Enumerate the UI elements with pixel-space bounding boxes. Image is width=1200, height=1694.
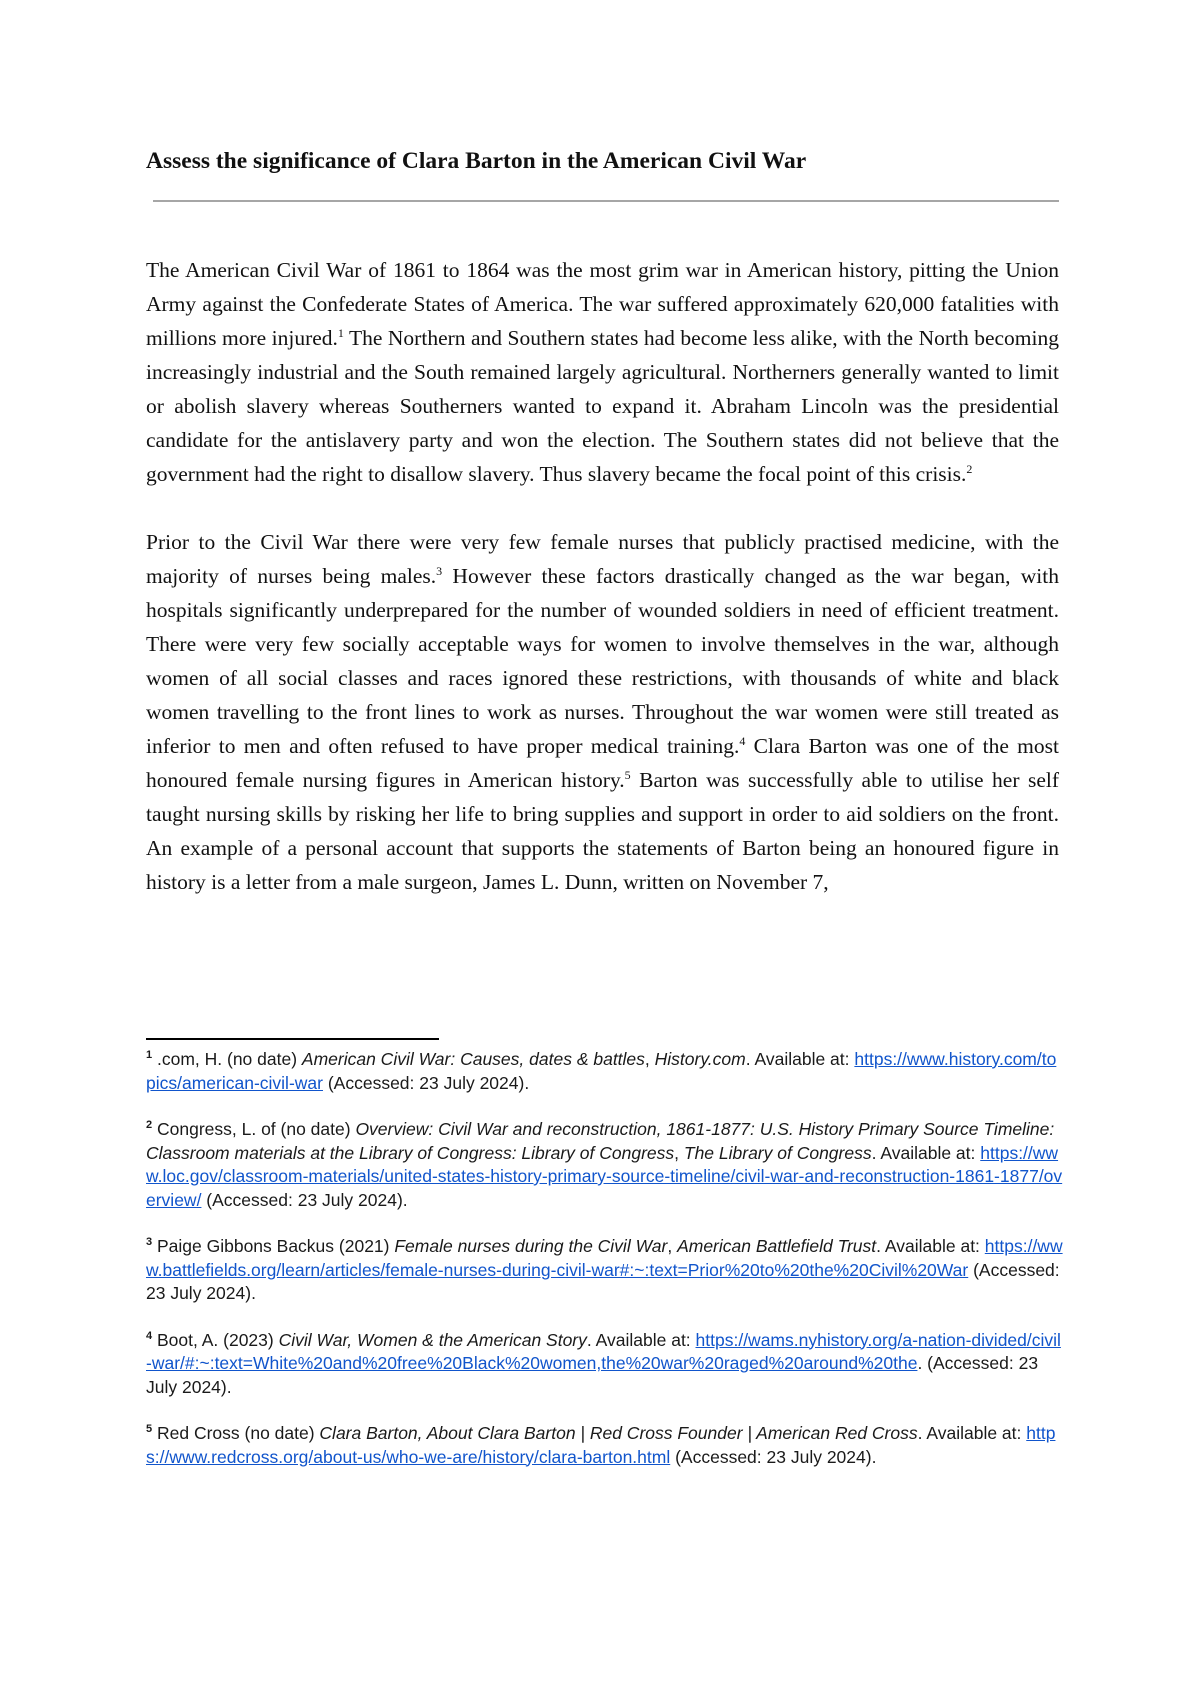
footnotes-section [146, 1048, 1066, 1492]
footnote-number: 5 [146, 1423, 153, 1436]
citation-title: Civil War, Women & the American Story [278, 1329, 587, 1350]
footnote-reference: 5 [624, 767, 631, 782]
citation-title: The Library of Congress [683, 1142, 872, 1163]
citation-title: American Battlefield Trust [677, 1236, 877, 1256]
document-body [146, 253, 1059, 933]
footnote-reference: 1 [337, 325, 344, 340]
footnote-item: $^1$ .com, H. (no date) American Civil War: Causes, dates & battles, History.com. Available at: https://www.history.com/topics/american-civil-war (Accessed: 23 July 2024). [146, 1049, 1057, 1093]
footnote-item: $^5$ Red Cross (no date) Clara Barton, About Clara Barton | Red Cross Founder | American Red Cross. Available at: https://www.redcross.org/about-us/who-we-are/history/clara-barton.html (Accessed: 23 July 2024). [146, 1423, 1056, 1467]
footnote-number: 1 [146, 1049, 153, 1062]
body-paragraph: Prior to the Civil War there were very few female nurses that publicly practised medicine, with the majority of nurses being males.$^3$ However these factors drastically changed as the war began, with hospitals significantly underprepared for the number of wounded soldiers in need of efficient treatment. There were very few socially acceptable ways for women to involve themselves in the war, although women of all social classes and races ignored these restrictions, with thousands of white and black women travelling to the front lines to work as nurses. Throughout the war women were still treated as inferior to men and often refused to have proper medical training.$^4$ Clara Barton was one of the most honoured female nursing figures in American history.$^5$ Barton was successfully able to utilise her self taught nursing skills by risking her life to bring supplies and support in order to aid soldiers on the front. An example of a personal account that supports the statements of Barton being an honoured figure in history is a letter from a male surgeon, James L. Dunn, written on November 7, [146, 530, 1060, 894]
footnote-reference: 3 [436, 563, 443, 578]
citation-link[interactable]: https://www.history.com/topics/american-civil-war [146, 1049, 1057, 1093]
citation-title: Clara Barton, About Clara Barton | Red Cross Founder | American Red Cross [319, 1423, 918, 1443]
citation-title: American Civil War: Causes, dates & battles [301, 1049, 645, 1069]
citation-title: Overview: Civil War and reconstruction, 1861-1877: U.S. History Primary Source Timeline: Classroom materials at the Library of Congress: Library of Congress [146, 1119, 1055, 1163]
footnote-item: $^4$ Boot, A. (2023) Civil War, Women & the American Story. Available at: https://wams.nyhistory.org/a-nation-divided/civil-war/#:~:text=White%20and%20free%20Black%20women,the%20war%20raged%20around%20the. (Accessed: 23 July 2024). [146, 1329, 1061, 1397]
citation-link[interactable]: https://www.loc.gov/classroom-materials/united-states-history-primary-source-timeline/civil-war-and-reconstruction-1861-1877/overview/ [146, 1142, 1063, 1210]
footnote-reference: 2 [966, 461, 973, 476]
footnote-number: 2 [146, 1119, 153, 1132]
citation-title: Female nurses during the Civil War [394, 1236, 668, 1256]
footnote-reference: 4 [739, 733, 746, 748]
citation-link[interactable]: https://www.battlefields.org/learn/articles/female-nurses-during-civil-war#:~:text=Prior%20to%20the%20Civil%20War [146, 1236, 1063, 1280]
title-divider [153, 200, 1059, 202]
footnote-item: $^3$ Paige Gibbons Backus (2021) Female nurses during the Civil War, American Battlefield Trust. Available at: https://www.battlefields.org/learn/articles/female-nurses-during-civil-war#:~:text=Prior%20to%20the%20Civil%20War (Accessed: 23 July 2024). [146, 1236, 1063, 1303]
footnote-separator [146, 1038, 439, 1040]
footnote-number: 3 [146, 1236, 153, 1249]
footnote-number: 4 [146, 1329, 153, 1342]
citation-link[interactable]: https://wams.nyhistory.org/a-nation-divided/civil-war/#:~:text=White%20and%20free%20Black%20women,the%20war%20raged%20around%20the [146, 1329, 1061, 1373]
citation-link[interactable]: https://www.redcross.org/about-us/who-we-are/history/clara-barton.html [146, 1423, 1056, 1467]
document-title: Assess the significance of Clara Barton in the American Civil War [146, 148, 807, 174]
citation-title: History.com [654, 1049, 746, 1069]
footnote-item: $^2$ Congress, L. of (no date) Overview: Civil War and reconstruction, 1861-1877: U.S. History Primary Source Timeline: Classroom materials at the Library of Congress: Library of Congress, The Library of Congress. Available at: https://www.loc.gov/classroom-materials/united-states-history-primary-source-timeline/civil-war-and-reconstruction-1861-1877/overview/ (Accessed: 23 July 2024). [146, 1119, 1063, 1210]
body-paragraph: The American Civil War of 1861 to 1864 was the most grim war in American history, pitting the Union Army against the Confederate States of America. The war suffered approximately 620,000 fatalities with millions more injured.$^1$ The Northern and Southern states had become less alike, with the North becoming increasingly industrial and the South remained largely agricultural. Northerners generally wanted to limit or abolish slavery whereas Southerners wanted to expand it. Abraham Lincoln was the presidential candidate for the antislavery party and won the election. The Southern states did not believe that the government had the right to disallow slavery. Thus slavery became the focal point of this crisis.$^2$ [146, 258, 1060, 486]
